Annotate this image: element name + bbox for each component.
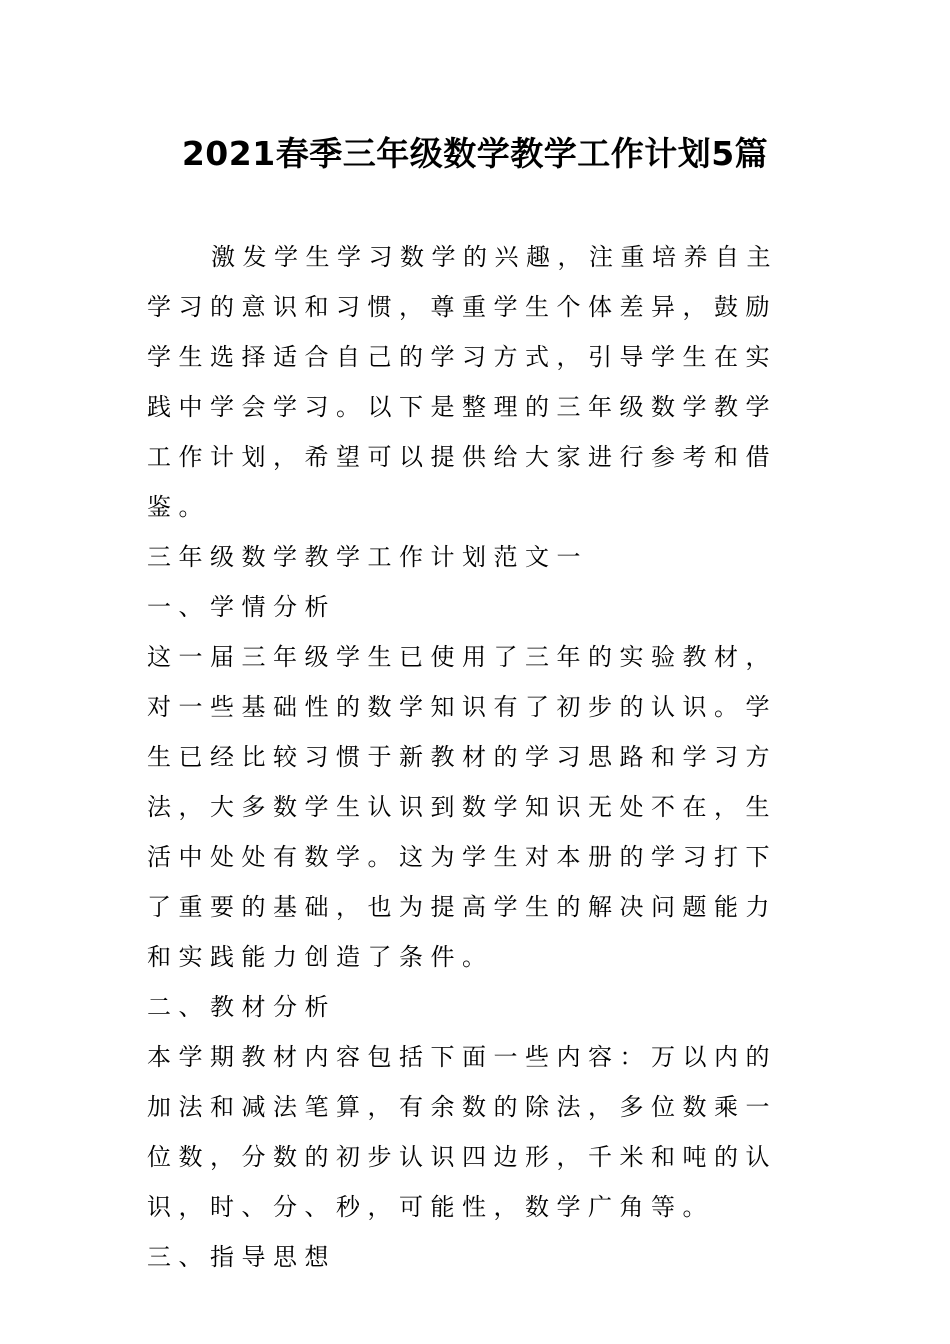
section-heading-guiding-ideology: 三、指导思想 [147,1243,336,1271]
document-title: 2021春季三年级数学教学工作计划5篇 [181,134,769,173]
section-text-textbook-analysis: 本学期教材内容包括下面一些内容：万以内的加法和减法笔算，有余数的除法，多位数乘一位数，分数的初步认识四边形，千米和吨的认识，时、分、秒，可能性，数学广角等。 [147,1043,777,1221]
section-heading-textbook-analysis: 二、教材分析 [147,993,336,1021]
sample-heading: 三年级数学教学工作计划范文一 [147,543,588,571]
section-text-learning-analysis: 这一届三年级学生已使用了三年的实验教材，对一些基础性的数学知识有了初步的认识。学生已经比较习惯于新教材的学习思路和学习方法，大多数学生认识到数学知识无处不在，生活中处处有数学。这为学生对本册的学习打下了重要的基础，也为提高学生的解决问题能力和实践能力创造了条件。 [147,643,777,971]
section-heading-learning-analysis: 一、学情分析 [147,593,336,621]
document-body [147,232,807,1282]
intro-paragraph: 激发学生学习数学的兴趣，注重培养自主学习的意识和习惯，尊重学生个体差异，鼓励学生选择适合自己的学习方式，引导学生在实践中学会学习。以下是整理的三年级数学教学工作计划，希望可以提供给大家进行参考和借鉴。 [147,243,778,521]
